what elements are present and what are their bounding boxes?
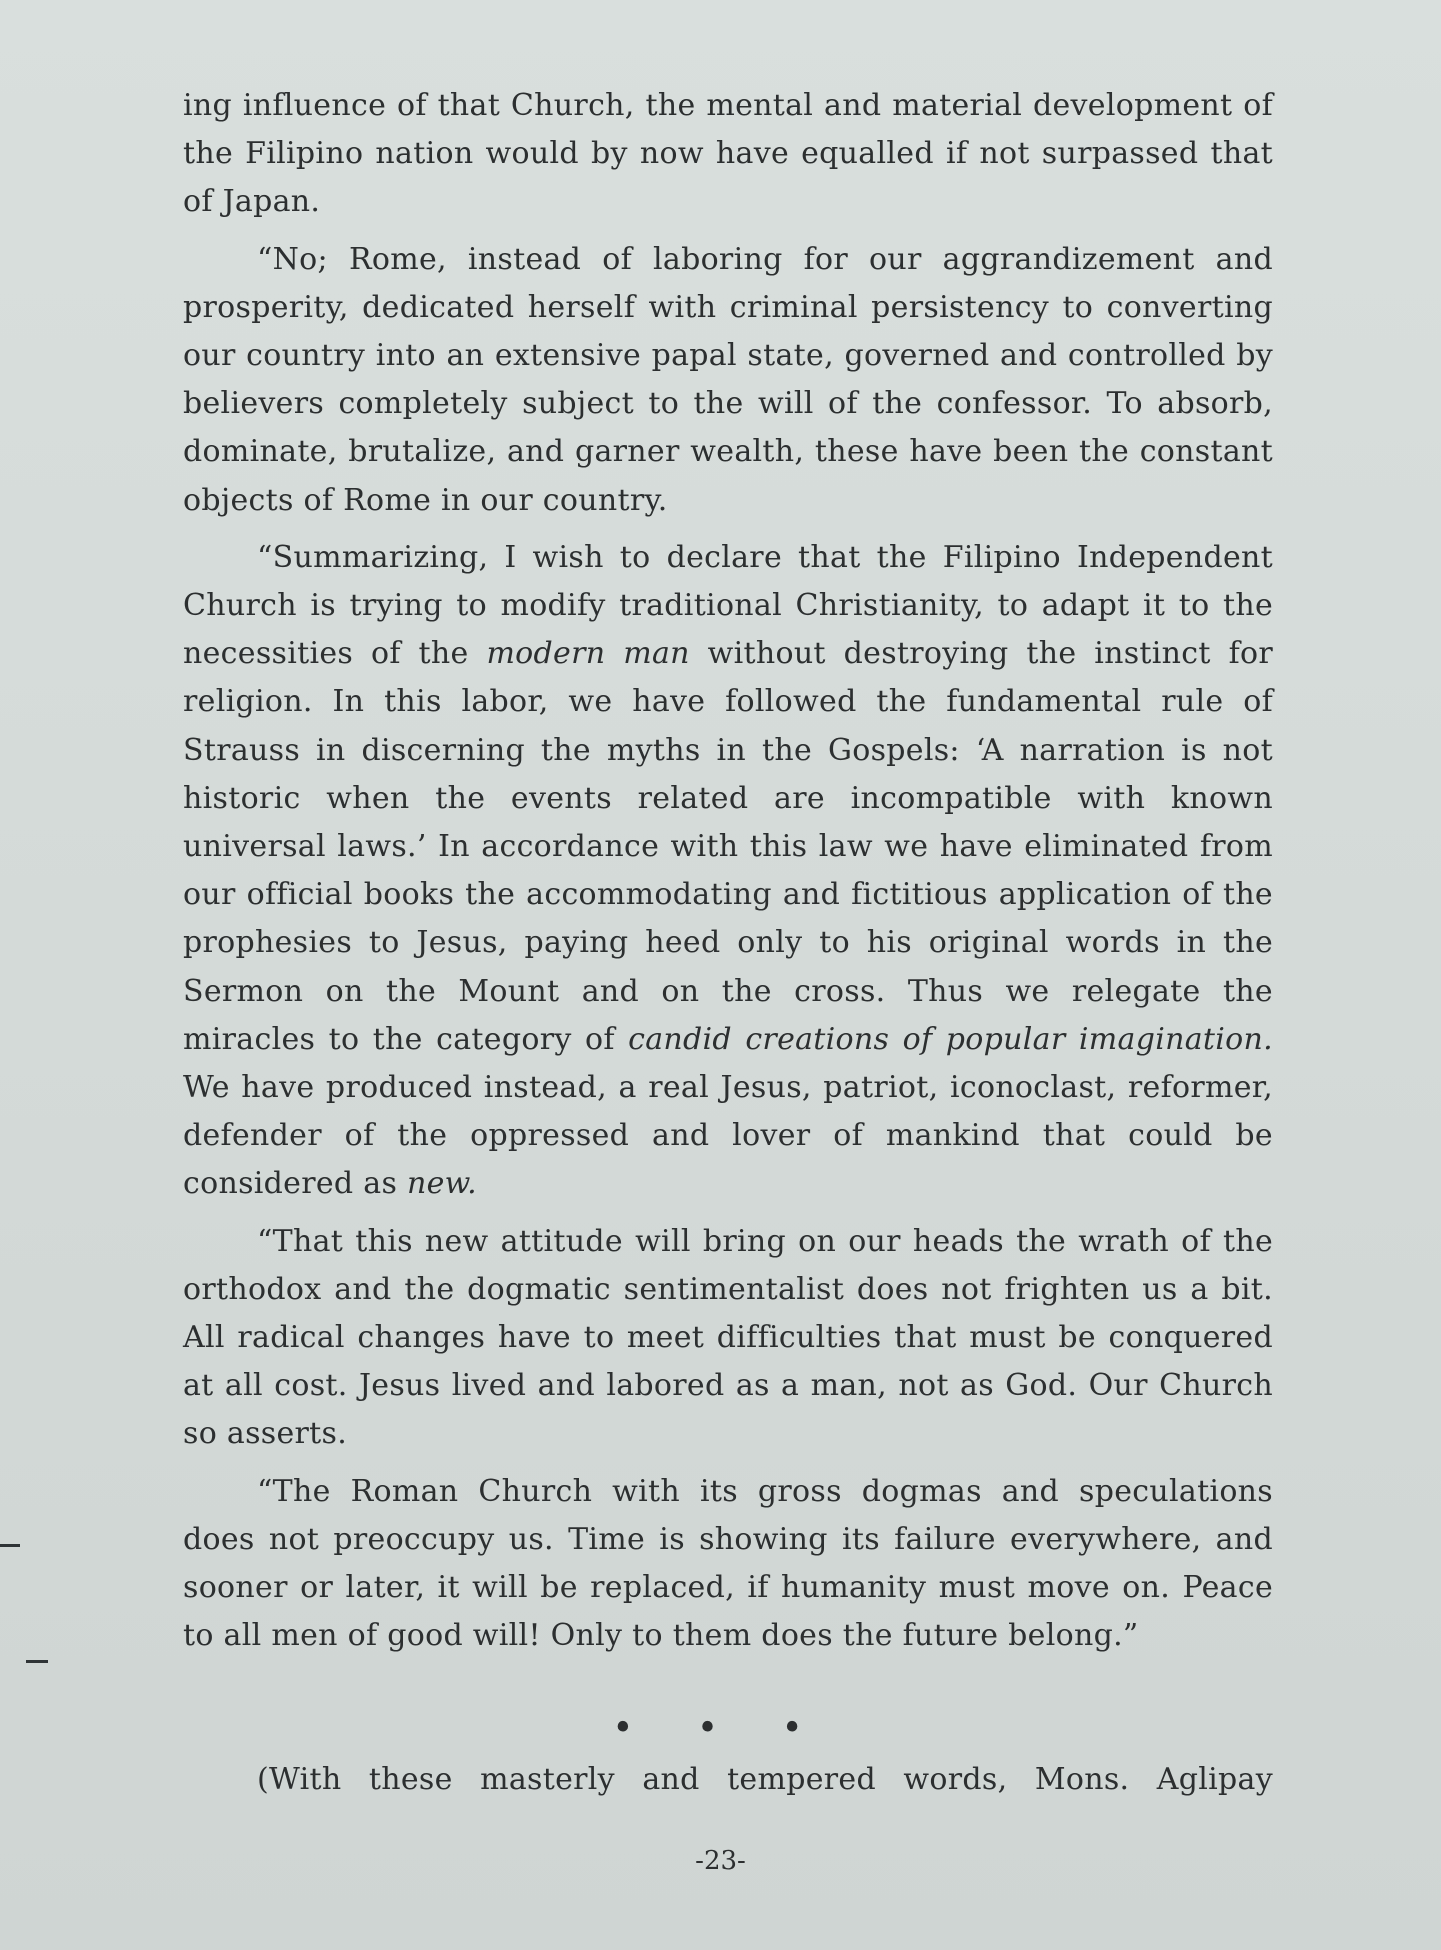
paragraph-1 — [183, 82, 1273, 227]
paragraph-3-text-b: without destroying the instinct for religion. In this labor, we have followed the fundamental rule of Strauss in discerning the myths in the Gospels: ‘A narration is not historic when the events related are incompatible with known universal laws.’ In accordance with this law we have eliminated from our official books the accommodating and fictitious application of the prophesies to Jesus, paying heed only to his original words in the Sermon on the Mount and on the cross. Thus we relegate the miracles to the category of — [183, 636, 1274, 1057]
paragraph-2 — [183, 236, 1273, 525]
paragraph-3-italic-candid-creations: candid creations of popular imagination. — [628, 1021, 1273, 1057]
paragraph-5-text: “The Roman Church with its gross dogmas and speculations does not preoccupy us. Time is showing its failure everywhere, and sooner or later, it will be replaced, if humanity must move on. Peace to all men of good will! Only to them does the future belong.” — [183, 1473, 1273, 1654]
section-separator: • • • — [612, 1708, 829, 1749]
page-number: -23- — [695, 1846, 746, 1876]
paragraph-3-text-a: “Summarizing, I wish to declare that the Filipino Independent Church is trying to modify traditional Christianity, to adapt it to the necessities of the — [183, 539, 1273, 672]
paragraph-3-italic-modern-man: modern man — [486, 636, 690, 672]
final-line: (With these masterly and tempered words, Mons. Aglipay — [257, 1762, 1273, 1797]
paragraph-5 — [183, 1468, 1273, 1661]
paragraph-3-italic-new: new. — [407, 1166, 477, 1202]
paragraph-2-text: “No; Rome, instead of laboring for our aggrandizement and prosperity, dedicated herself with criminal persistency to converting our country into an extensive papal state, governed and controlled by believers completely subject to the will of the confessor. To absorb, dominate, brutalize, and garner wealth, these have been the constant objects of Rome in our country. — [183, 241, 1273, 518]
paragraph-1-text: ing influence of that Church, the mental and material development of the Filipino nation would by now have equalled if not surpassed that of Japan. — [183, 88, 1273, 220]
body-text — [183, 82, 1273, 1670]
paragraph-4-text: “That this new attitude will bring on our heads the wrath of the orthodox and the dogmatic sentimentalist does not frighten us a bit. All radical changes have to meet difficulties that must be conquered at all cost. Jesus lived and labored as a man, not as God. Our Church so asserts. — [183, 1223, 1273, 1452]
margin-mark-1 — [0, 1544, 20, 1547]
margin-mark-2 — [26, 1660, 48, 1663]
paragraph-4 — [183, 1218, 1273, 1459]
paragraph-3-text-c: We have produced instead, a real Jesus, patriot, iconoclast, reformer, defender of the oppressed and lover of mankind that could be considered as — [183, 1070, 1273, 1202]
paragraph-3 — [183, 534, 1273, 1209]
